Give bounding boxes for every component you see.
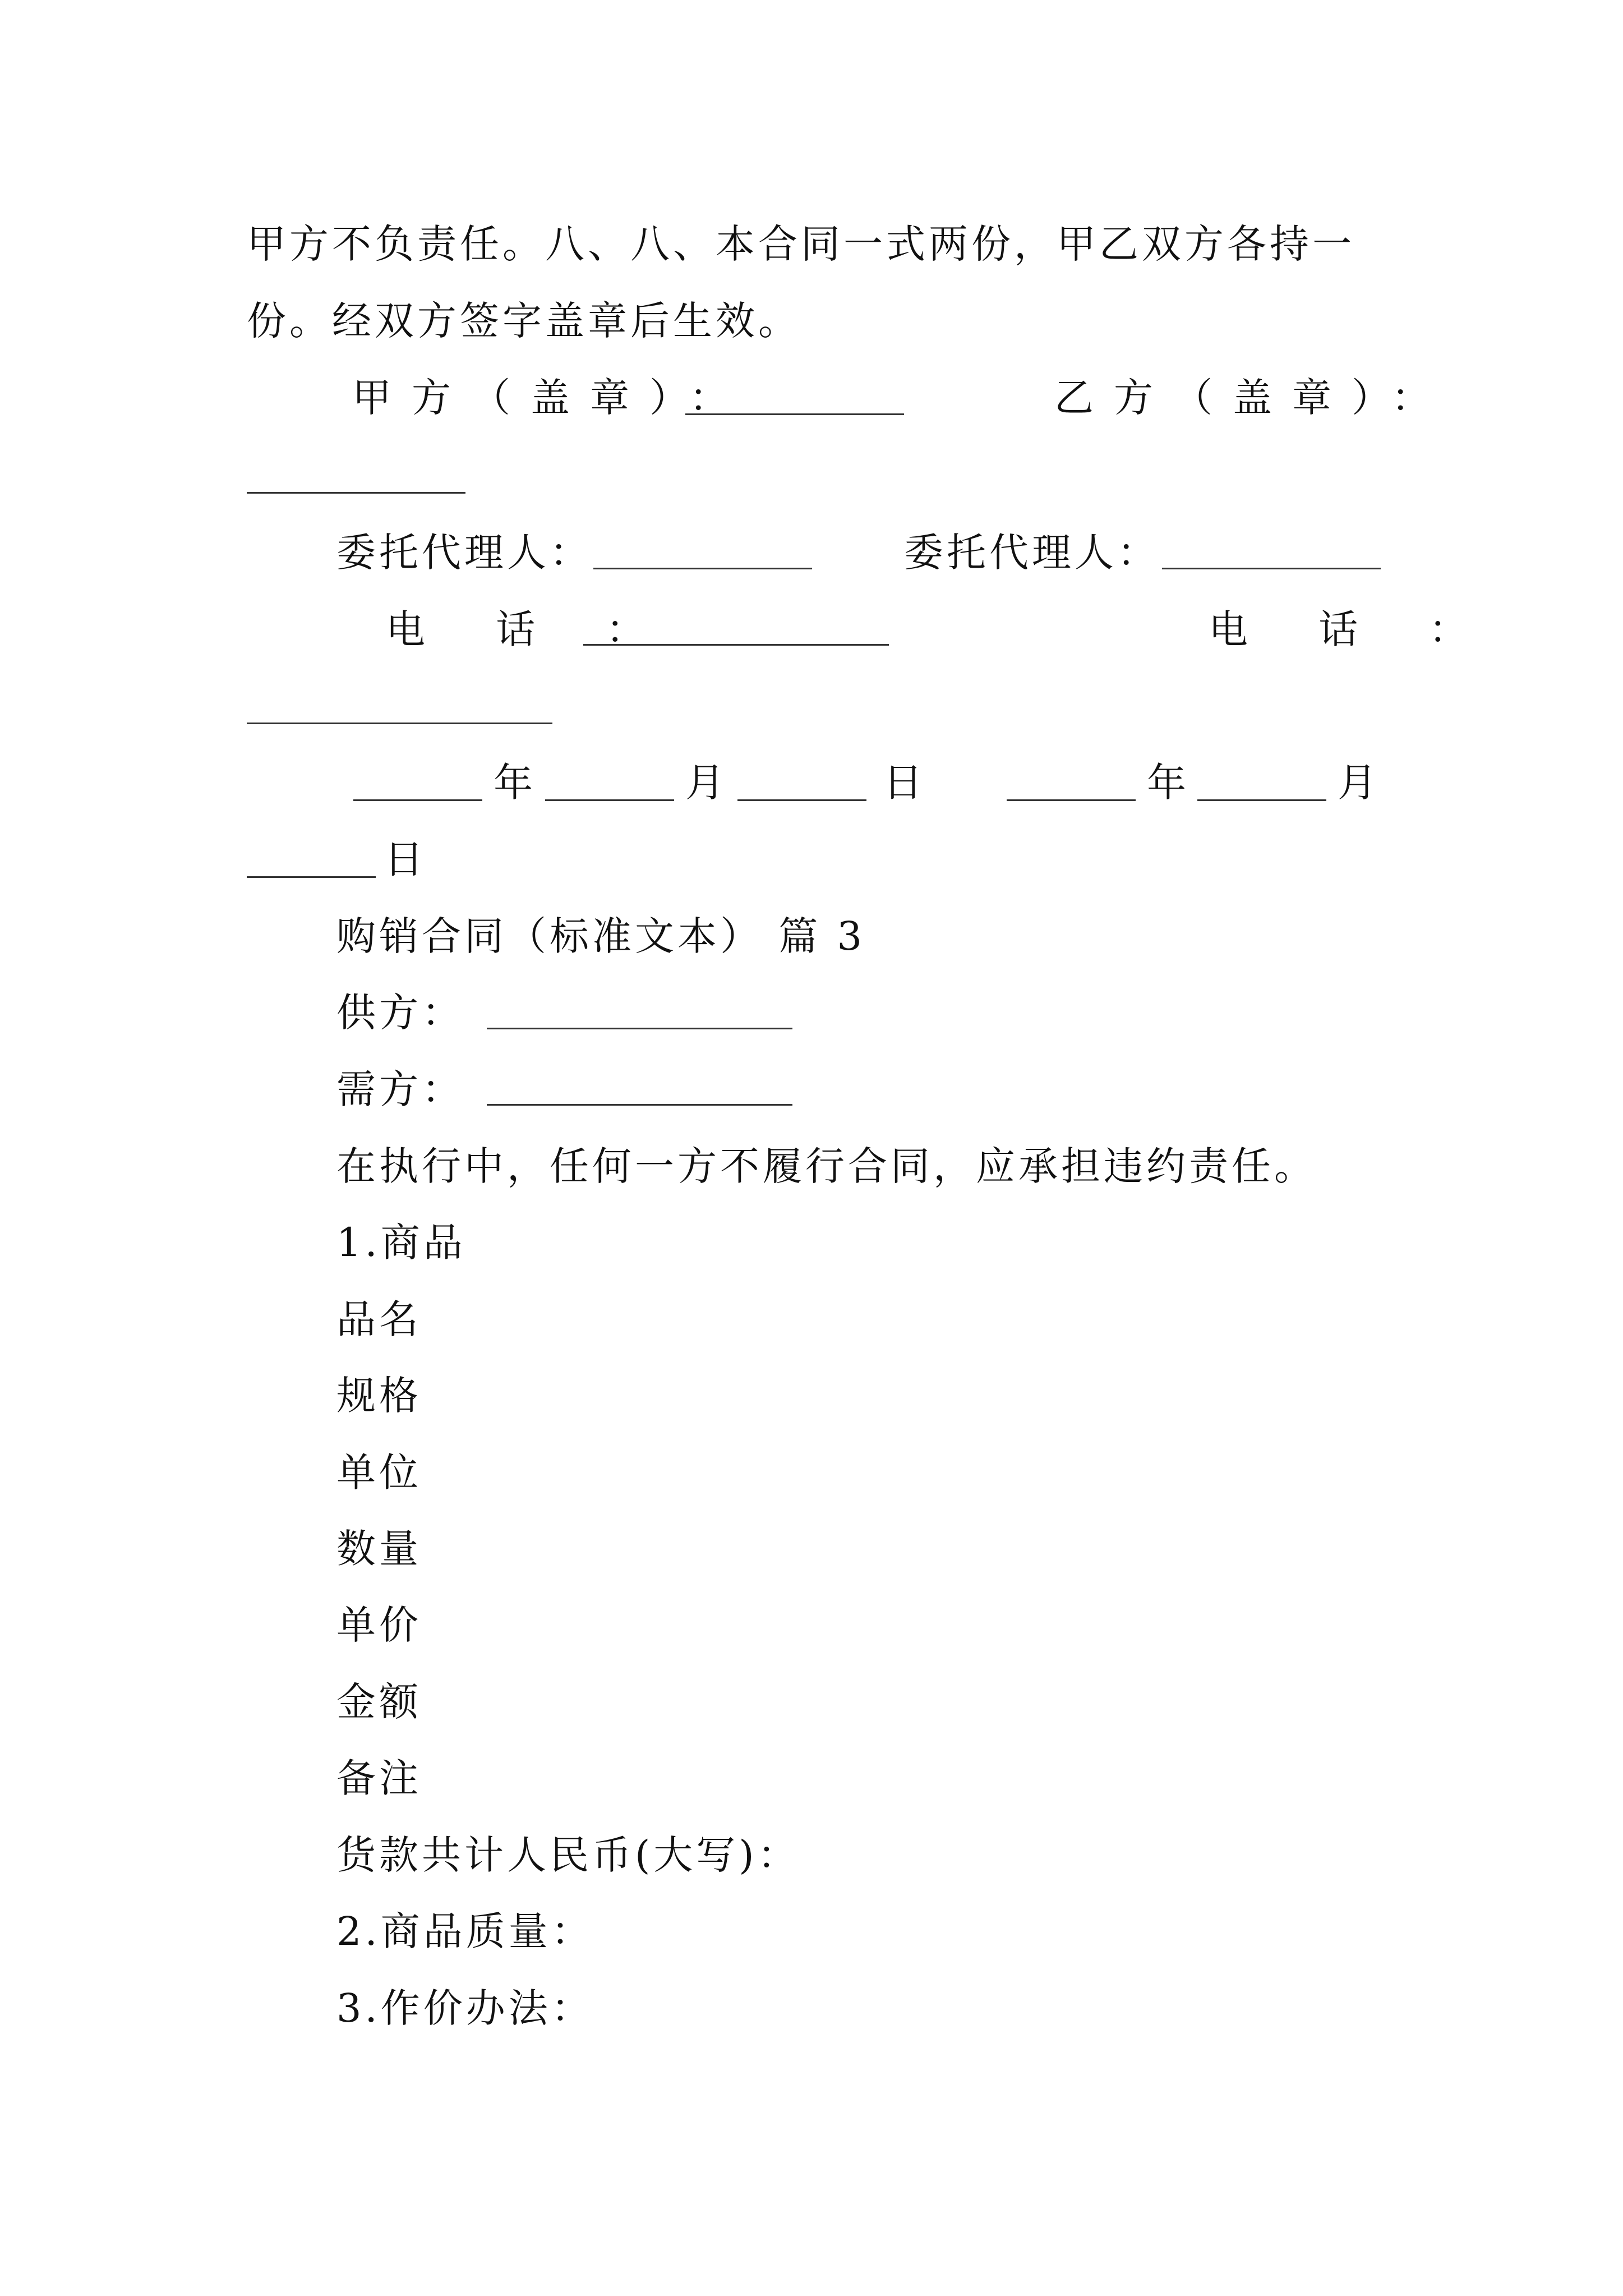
supplier-blank[interactable]: [487, 1028, 792, 1029]
party-b-agent-blank[interactable]: [1162, 568, 1381, 569]
party-a-month-blank[interactable]: [545, 799, 674, 801]
field-product-name: 品名: [336, 1296, 422, 1342]
closing-line-1: 甲方不负责任。八、八、本合同一式两份，甲乙双方各持一: [247, 221, 1355, 267]
party-b-year-label: 年: [1147, 760, 1189, 806]
field-amount: 金额: [336, 1679, 422, 1725]
party-b-phone-label: 电 话 ：: [1209, 606, 1497, 652]
buyer-blank[interactable]: [487, 1104, 792, 1106]
party-a-year-label: 年: [494, 760, 536, 806]
section-3-pricing: 3.作价办法：: [336, 1985, 594, 2031]
party-b-month-blank[interactable]: [1197, 799, 1326, 801]
total-amount-label: 货款共计人民币(大写)：: [336, 1832, 800, 1878]
party-a-day-label: 日: [883, 760, 926, 806]
party-b-month-label: 月: [1338, 760, 1380, 806]
party-a-phone-blank[interactable]: [583, 644, 889, 646]
party-b-phone-blank[interactable]: [247, 723, 552, 724]
party-b-day-blank[interactable]: [247, 876, 376, 878]
contract3-intro: 在执行中，任何一方不履行合同，应承担违约责任。: [336, 1143, 1317, 1189]
section-1-goods: 1.商品: [336, 1220, 466, 1266]
field-unit: 单位: [336, 1450, 422, 1496]
supplier-label: 供方：: [336, 990, 464, 1036]
party-b-day-label: 日: [384, 836, 427, 882]
section-2-quality: 2.商品质量：: [336, 1908, 594, 1954]
party-b-agent-label: 委托代理人：: [904, 530, 1160, 576]
party-a-agent-blank[interactable]: [593, 568, 812, 569]
party-b-seal-label: 乙方（盖章）：: [1054, 375, 1451, 421]
party-a-phone-label: 电 话 ：: [386, 606, 675, 652]
party-b-year-blank[interactable]: [1007, 799, 1136, 801]
field-remarks: 备注: [336, 1755, 422, 1801]
contract3-title: 购销合同（标准文本） 篇 3: [336, 913, 866, 959]
party-a-day-blank[interactable]: [737, 799, 866, 801]
party-b-seal-blank[interactable]: [247, 492, 465, 494]
party-a-seal-blank[interactable]: [685, 413, 904, 415]
party-a-agent-label: 委托代理人：: [336, 530, 592, 576]
field-unit-price: 单价: [336, 1602, 422, 1648]
field-specification: 规格: [336, 1373, 422, 1419]
buyer-label: 需方：: [336, 1066, 464, 1112]
field-quantity: 数量: [336, 1526, 422, 1572]
party-a-month-label: 月: [685, 760, 728, 806]
closing-line-2: 份。经双方签字盖章后生效。: [247, 298, 801, 344]
party-a-year-blank[interactable]: [353, 799, 482, 801]
party-a-seal-label: 甲方（盖章）：: [352, 375, 749, 421]
